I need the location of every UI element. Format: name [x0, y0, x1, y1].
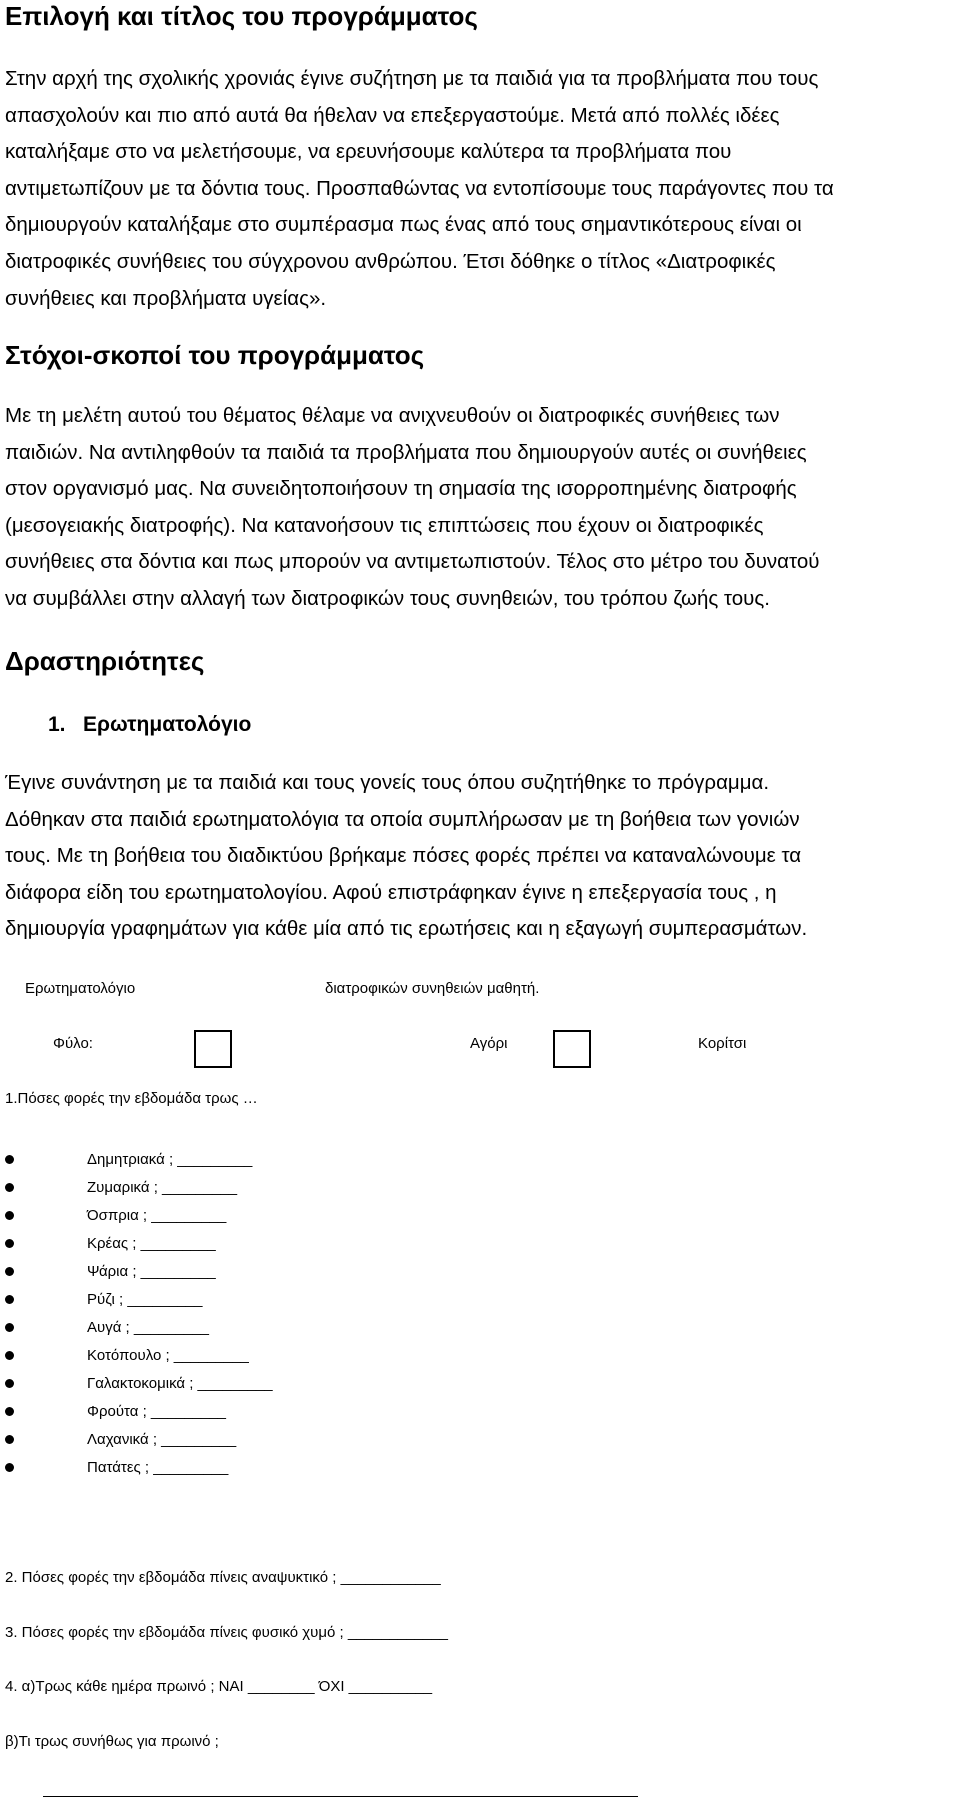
food-item-label: Πατάτες ; _________ [87, 1459, 229, 1476]
text-line: διατροφικές συνήθειες του σύγχρονου ανθρώπου. Έτσι δόθηκε ο τίτλος «Διατροφικές [5, 249, 776, 273]
text-line: παιδιών. Να αντιληφθούν τα παιδιά τα προβλήματα που δημιουργούν αυτές οι συνήθειες [5, 440, 807, 464]
question-4b: β)Τι τρως συνήθως για πρωινό ; [5, 1733, 219, 1750]
text-line: στον οργανισμό μας. Να συνειδητοποιήσουν τη σημασία της ισορροπημένης διατροφής [5, 477, 797, 501]
question-1: 1.Πόσες φορές την εβδομάδα τρως … [5, 1090, 258, 1107]
text-line: δημιουργούν καταλήξαμε στο συμπέρασμα πως ένας από τους σημαντικότερους είναι οι [5, 213, 802, 237]
text-line: Δόθηκαν στα παιδιά ερωτηματολόγια τα οποία συμπλήρωσαν με τη βοήθεια των γονιών [5, 807, 800, 831]
gender-label: Φύλο: [53, 1035, 93, 1052]
form-title-left: Ερωτηματολόγιο [25, 980, 136, 997]
list-item [0, 1150, 500, 1170]
intro-paragraph [5, 61, 955, 317]
activity-number: 1. [48, 713, 66, 736]
activity-title: Ερωτηματολόγιο [83, 713, 252, 736]
bullet-icon [5, 1379, 14, 1388]
list-item [0, 1374, 500, 1394]
checkbox-boy[interactable] [194, 1030, 232, 1068]
activity-heading [48, 711, 251, 739]
bullet-icon [5, 1239, 14, 1248]
text-line: διάφορα είδη του ερωτηματολογίου. Αφού επιστράφηκαν έγινε η επεξεργασία τους , η [5, 880, 777, 904]
girl-label: Κορίτσι [698, 1035, 747, 1052]
food-item-label: Λαχανικά ; _________ [87, 1431, 237, 1448]
bullet-icon [5, 1351, 14, 1360]
food-item-label: Γαλακτοκομικά ; _________ [87, 1375, 273, 1392]
bullet-icon [5, 1323, 14, 1332]
bullet-icon [5, 1183, 14, 1192]
list-item [0, 1178, 500, 1198]
bullet-icon [5, 1211, 14, 1220]
list-item [0, 1458, 500, 1478]
heading-activities: Δραστηριότητες [5, 646, 205, 676]
text-line: Στην αρχή της σχολικής χρονιάς έγινε συζήτηση με τα παιδιά για τα προβλήματα που τους [5, 67, 819, 90]
list-item [0, 1318, 500, 1338]
question-3: 3. Πόσες φορές την εβδομάδα πίνεις φυσικό χυμό ; ____________ [5, 1624, 448, 1641]
text-line: Με τη μελέτη αυτού του θέματος θέλαμε να ανιχνευθούν οι διατροφικές συνήθειες των [5, 404, 780, 427]
food-item-label: Φρούτα ; _________ [87, 1403, 227, 1420]
food-item-label: Κρέας ; _________ [87, 1235, 216, 1252]
text-line: (μεσογειακής διατροφής). Να κατανοήσουν τις επιπτώσεις που έχουν οι διατροφικές [5, 513, 764, 537]
bullet-icon [5, 1155, 14, 1164]
food-item-label: Αυγά ; _________ [87, 1319, 209, 1336]
text-line: Έγινε συνάντηση με τα παιδιά και τους γονείς τους όπου συζητήθηκε το πρόγραμμα. [5, 771, 770, 794]
text-line: αντιμετωπίζουν με τα δόντια τους. Προσπαθώντας να εντοπίσουμε τους παράγοντες που τα [5, 176, 834, 200]
food-item-label: Ψάρια ; _________ [87, 1263, 216, 1280]
list-item [0, 1262, 500, 1282]
question-2: 2. Πόσες φορές την εβδομάδα πίνεις αναψυκτικό ; ____________ [5, 1569, 441, 1586]
goals-paragraph [5, 398, 955, 618]
text-line: συνήθειες στα δόντια και πως μπορούν να αντιμετωπιστούν. Τέλος στο μέτρο του δυνατού [5, 550, 820, 574]
bullet-icon [5, 1407, 14, 1416]
text-line: συνήθειες και προβλήματα υγείας». [5, 286, 327, 310]
bullet-icon [5, 1267, 14, 1276]
text-line: δημιουργία γραφημάτων για κάθε μία από τις ερωτήσεις και η εξαγωγή συμπερασμάτων. [5, 917, 808, 941]
list-item [0, 1290, 500, 1310]
text-line: να συμβάλλει στην αλλαγή των διατροφικών τους συνηθειών, του τρόπου ζωής τους. [5, 586, 770, 610]
text-line: τους. Με τη βοήθεια του διαδικτύου βρήκαμε πόσες φορές πρέπει να καταναλώνουμε τα [5, 844, 802, 868]
list-item [0, 1206, 500, 1226]
food-item-label: Ρύζι ; _________ [87, 1291, 203, 1308]
form-title-right: διατροφικών συνηθειών μαθητή. [325, 980, 540, 997]
bullet-icon [5, 1295, 14, 1304]
bullet-icon [5, 1463, 14, 1472]
checkbox-girl[interactable] [553, 1030, 591, 1068]
text-line: καταλήξαμε στο να μελετήσουμε, να ερευνήσουμε καλύτερα τα προβλήματα που [5, 140, 732, 164]
boy-label: Αγόρι [470, 1035, 508, 1052]
bullet-icon [5, 1435, 14, 1444]
list-item [0, 1234, 500, 1254]
activity-paragraph [5, 765, 955, 948]
food-item-label: Δημητριακά ; _________ [87, 1151, 253, 1168]
food-item-label: Κοτόπουλο ; _________ [87, 1347, 249, 1364]
list-item [0, 1430, 500, 1450]
food-item-label: Ζυμαρικά ; _________ [87, 1179, 238, 1196]
text-line: απασχολούν και πιο από αυτά θα ήθελαν να επεξεργαστούμε. Μετά από πολλές ιδέες [5, 103, 780, 127]
heading-goals: Στόχοι-σκοποί του προγράμματος [5, 340, 425, 370]
food-item-label: Όσπρια ; _________ [87, 1207, 227, 1224]
list-item [0, 1346, 500, 1366]
heading-program-title: Επιλογή και τίτλος του προγράμματος [5, 1, 478, 31]
question-4a: 4. α)Τρως κάθε ημέρα πρωινό ; ΝΑΙ ________ ΌΧΙ __________ [5, 1678, 433, 1695]
list-item [0, 1402, 500, 1422]
answer-line [43, 1796, 638, 1797]
